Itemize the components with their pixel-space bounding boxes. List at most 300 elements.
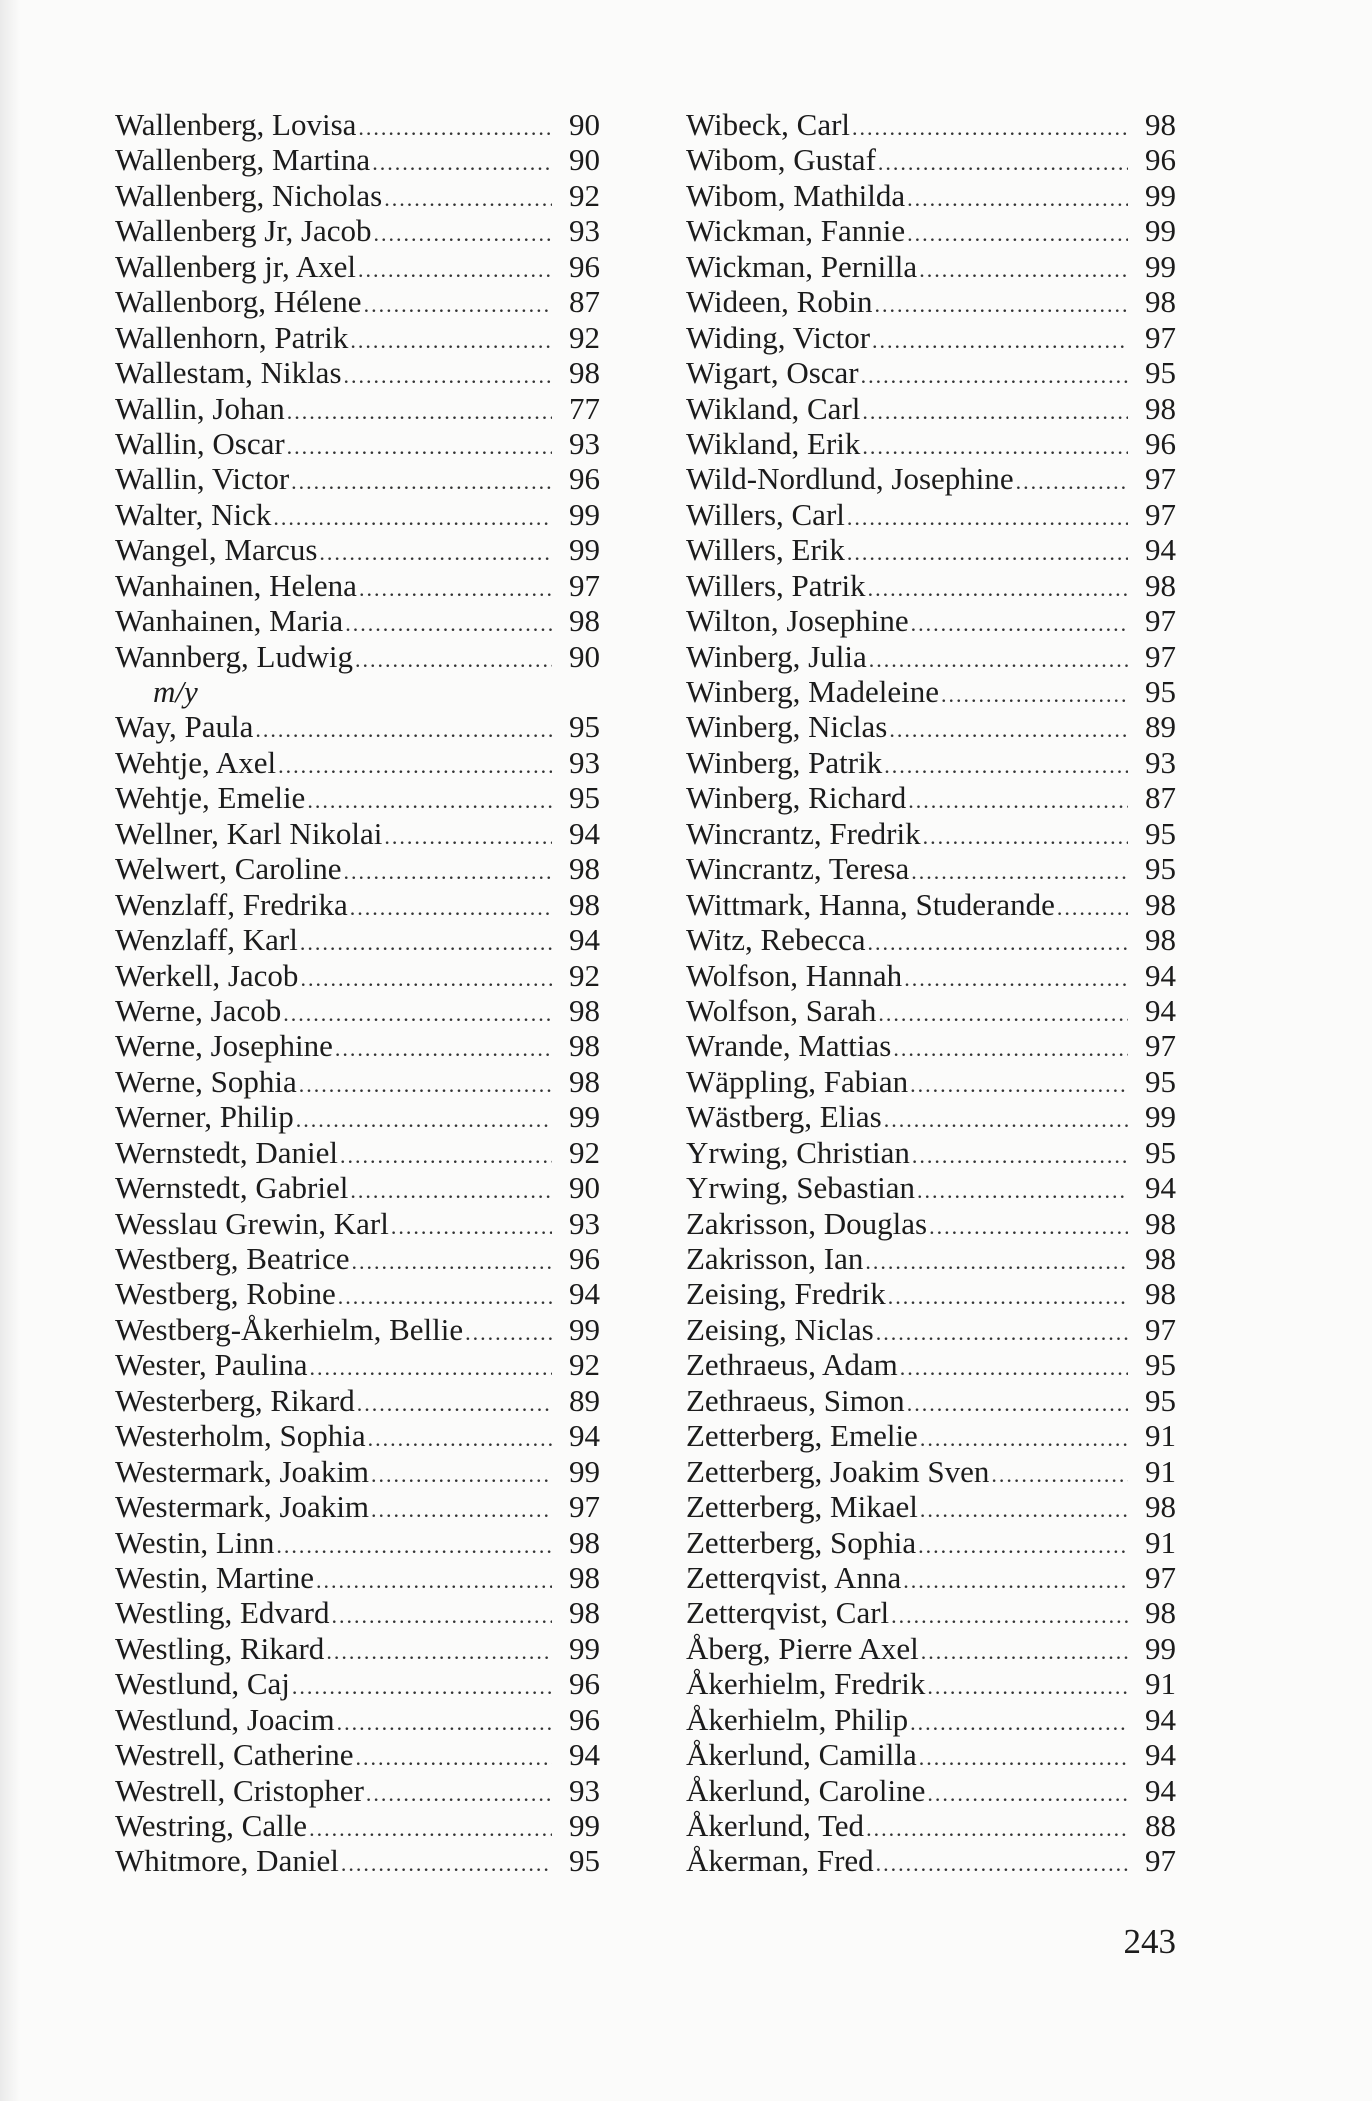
entry-page: 89 [569,1382,600,1418]
index-entry [115,1525,600,1560]
entry-page: 92 [569,319,600,355]
entry-name: Zetterberg, Emelie [686,1418,918,1454]
entry-page: 91 [1145,1666,1176,1702]
entry-page: 93 [569,1205,600,1241]
entry-page: 99 [569,496,600,532]
index-entry [686,1170,1176,1205]
dot-leader [276,1528,552,1563]
dot-leader [358,252,552,287]
entry-name: Winberg, Madeleine [686,674,939,709]
entry-name: Westrell, Catherine [115,1737,354,1773]
entry-name: Yrwing, Sebastian [686,1170,916,1206]
index-entry [115,1418,600,1453]
index-entry [686,1808,1176,1843]
entry-name: Zeising, Niclas [686,1311,874,1347]
index-entry [115,426,600,461]
entry-name: Wilton, Josephine [686,603,909,639]
index-entry [686,1276,1176,1311]
index-entry [686,1241,1176,1276]
index-entry [115,1454,600,1489]
dot-leader [919,1740,1128,1775]
entry-name: Wibeck, Carl [686,107,851,142]
entry-page: 92 [569,1347,600,1383]
index-entry [115,1028,600,1063]
entry-page: 94 [1145,992,1176,1028]
entry-page: 90 [569,107,600,142]
entry-page: 95 [1145,1382,1176,1418]
entry-page: 98 [569,1524,600,1560]
entry-name: Widing, Victor [686,319,871,355]
entry-name: Wernstedt, Daniel [115,1134,339,1170]
dot-leader [355,642,552,677]
dot-leader [876,1315,1128,1350]
entry-name: Wincrantz, Fredrik [686,815,921,851]
entry-name: Wallenberg, Nicholas [115,177,383,213]
dot-leader [278,748,552,783]
entry-page: 90 [569,142,600,178]
dot-leader [326,1634,552,1669]
dot-leader [384,181,552,216]
index-entry [686,320,1176,355]
index-entry [686,1702,1176,1737]
dot-leader [344,358,552,393]
index-entry [115,1312,600,1347]
entry-name: Wallenberg, Martina [115,142,371,178]
index-entry [686,674,1176,709]
index-entry [686,1631,1176,1666]
entry-page: 98 [569,603,600,639]
index-entry [115,745,600,780]
entry-name: Wallenborg, Hélene [115,284,362,320]
index-entry [115,532,600,567]
entry-name: Westermark, Joakim [115,1453,370,1489]
dot-leader [338,1279,552,1314]
index-entry [686,355,1176,390]
entry-page: 98 [1145,390,1176,426]
entry-name: Westrell, Cristopher [115,1772,364,1808]
index-entry [115,178,600,213]
entry-name: Wallenberg Jr, Jacob [115,213,372,249]
entry-name: Winberg, Niclas [686,709,888,745]
entry-name: Willers, Carl [686,496,845,532]
dot-leader [867,925,1128,960]
entry-page: 98 [569,1063,600,1099]
entry-page: 94 [569,1418,600,1454]
dot-leader [372,145,552,180]
entry-name: Wolfson, Hannah [686,957,903,993]
index-entry [686,568,1176,603]
index-entry [115,1276,600,1311]
dot-leader [359,571,552,606]
entry-name: Wickman, Fannie [686,213,906,249]
index-column-right [686,107,1176,1879]
entry-page: 92 [569,1134,600,1170]
entry-page: 99 [1145,248,1176,284]
entry-name: Zethraeus, Adam [686,1347,898,1383]
index-entry [686,745,1176,780]
index-entry [686,887,1176,922]
entry-name: Wanhainen, Maria [115,603,344,639]
dot-leader [912,1138,1128,1173]
index-entry [686,1454,1176,1489]
index-entry [115,958,600,993]
dot-leader [384,819,552,854]
entry-name: Åkerlund, Caroline [686,1772,926,1808]
entry-name: Wigart, Oscar [686,355,859,391]
dot-leader [921,1634,1128,1669]
entry-name: Zetterberg, Sophia [686,1524,917,1560]
index-entry [115,603,600,638]
entry-name: Wolfson, Sarah [686,992,877,1028]
index-entry [686,1383,1176,1418]
entry-name: Westberg-Åkerhielm, Bellie [115,1311,464,1347]
index-entry [686,391,1176,426]
dot-leader [861,358,1128,393]
dot-leader [927,1776,1128,1811]
index-entry [115,922,600,957]
index-entry [686,1099,1176,1134]
entry-page: 91 [1145,1418,1176,1454]
entry-name: Westin, Martine [115,1559,314,1595]
entry-page: 95 [1145,1063,1176,1099]
entry-page: 98 [569,1559,600,1595]
index-entry [115,320,600,355]
entry-name: Wehtje, Axel [115,744,277,780]
dot-leader [862,429,1128,464]
entry-page: 97 [569,1489,600,1525]
index-entry [115,1135,600,1170]
entry-page: 88 [1145,1808,1176,1843]
dot-leader [865,1244,1128,1279]
entry-name: Wideen, Robin [686,284,873,320]
index-entry [686,213,1176,248]
index-entry [686,497,1176,532]
dot-leader [874,287,1128,322]
entry-page: 95 [1145,815,1176,851]
dot-leader [1057,890,1128,925]
entry-name: Westling, Rikard [115,1630,325,1666]
index-entry [115,1666,600,1701]
index-entry [115,249,600,284]
dot-leader [941,677,1128,712]
index-entry [115,355,600,390]
dot-leader [868,571,1128,606]
entry-page: 95 [1145,1347,1176,1383]
index-entry [686,603,1176,638]
entry-name: Walter, Nick [115,496,272,532]
entry-page: 90 [569,1170,600,1206]
entry-name: Zetterberg, Joakim Sven [686,1453,990,1489]
entry-page: 98 [1145,1205,1176,1241]
dot-leader [374,216,552,251]
dot-leader [335,1031,552,1066]
index-entry [686,284,1176,319]
index-entry [686,1312,1176,1347]
entry-page: 91 [1145,1524,1176,1560]
entry-page: 99 [569,1630,600,1666]
dot-leader [341,1846,552,1881]
dot-leader [309,1811,552,1846]
index-entry [115,1383,600,1418]
dot-leader [255,712,552,747]
entry-name: Wickman, Pernilla [686,248,918,284]
entry-page: 95 [1145,355,1176,391]
entry-name: Wallenberg, Lovisa [115,107,357,142]
dot-leader [356,1740,552,1775]
entry-page: 99 [569,1453,600,1489]
entry-page: 90 [569,638,600,674]
dot-leader [991,1457,1128,1492]
index-entry [115,1737,600,1772]
dot-leader [920,1492,1128,1527]
entry-page: 98 [569,992,600,1028]
entry-page: 95 [1145,851,1176,887]
dot-leader [903,1563,1128,1598]
entry-page: 97 [1145,1559,1176,1595]
dot-leader [852,110,1128,145]
index-entry [115,1702,600,1737]
entry-name: m/y [153,674,198,709]
entry-name: Werne, Sophia [115,1063,297,1099]
index-entry [686,639,1176,674]
entry-page: 94 [569,1737,600,1773]
index-entry [686,922,1176,957]
entry-page: 97 [1145,1311,1176,1347]
entry-name: Wild-Nordlund, Josephine [686,461,1014,497]
dot-leader [340,1138,552,1173]
entry-page: 93 [569,1772,600,1808]
entry-name: Westin, Linn [115,1524,275,1560]
entry-name: Winberg, Julia [686,638,867,674]
index-entry [115,1206,600,1241]
index-entry [115,1773,600,1808]
dot-leader [465,1315,552,1350]
index-entry [115,993,600,1028]
entry-name: Åkerlund, Camilla [686,1737,917,1773]
index-column-left [115,107,600,1879]
dot-leader [299,1067,552,1102]
dot-leader [884,748,1128,783]
index-entry [115,1347,600,1382]
entry-name: Wallenberg jr, Axel [115,248,357,284]
index-entry [686,178,1176,213]
entry-page: 94 [569,922,600,958]
dot-leader [291,464,552,499]
dot-leader [884,1102,1128,1137]
entry-name: Wäppling, Fabian [686,1063,909,1099]
entry-name: Wanhainen, Helena [115,567,357,603]
dot-leader [296,1102,552,1137]
index-entry [115,391,600,426]
dot-leader [872,323,1128,358]
index-entry [686,1064,1176,1099]
dot-leader [337,1705,552,1740]
entry-page: 94 [1145,1701,1176,1737]
entry-page: 96 [569,1701,600,1737]
dot-leader [900,1350,1128,1385]
index-entry [115,213,600,248]
index-entry [686,816,1176,851]
index-entry [686,249,1176,284]
entry-page: 99 [1145,1630,1176,1666]
index-entry [115,1170,600,1205]
dot-leader [917,1173,1128,1208]
index-entry [686,532,1176,567]
dot-leader [364,287,552,322]
dot-leader [307,783,552,818]
index-entry [686,851,1176,886]
entry-page: 93 [569,213,600,249]
index-entry [115,497,600,532]
dot-leader [893,1031,1128,1066]
entry-name: Werne, Jacob [115,992,282,1028]
entry-page: 96 [569,461,600,497]
dot-leader [878,145,1128,180]
dot-leader [862,394,1128,429]
dot-leader [331,1598,552,1633]
entry-name: Wallin, Johan [115,390,285,426]
entry-name: Wester, Paulina [115,1347,308,1383]
entry-page: 97 [1145,1843,1176,1879]
dot-leader [907,181,1128,216]
entry-page: 98 [569,886,600,922]
entry-name: Wallin, Victor [115,461,290,497]
index-entry [115,1489,600,1524]
dot-leader [910,1067,1128,1102]
entry-name: Welwert, Caroline [115,851,342,887]
dot-leader [371,1457,552,1492]
dot-leader [911,854,1128,889]
entry-page: 97 [1145,603,1176,639]
dot-leader [310,1350,552,1385]
entry-page: 97 [1145,638,1176,674]
entry-page: 98 [1145,1241,1176,1276]
page-number: 243 [1123,1922,1176,1961]
dot-leader [350,890,552,925]
index-entry [686,1595,1176,1630]
entry-name: Zethraeus, Simon [686,1382,905,1418]
dot-leader [920,1421,1128,1456]
index-entry [686,780,1176,815]
dot-leader [273,500,552,535]
index-entry [115,1099,600,1134]
entry-page: 98 [1145,922,1176,958]
entry-page: 98 [569,1028,600,1064]
dot-leader [358,110,552,145]
index-entry [115,1595,600,1630]
entry-page: 97 [1145,461,1176,497]
entry-page: 98 [1145,284,1176,320]
entry-name: Wallestam, Niklas [115,355,342,391]
entry-page: 96 [1145,142,1176,178]
entry-name: Wibom, Gustaf [686,142,876,178]
entry-page: 96 [569,1666,600,1702]
entry-name: Åkerhielm, Fredrik [686,1666,926,1702]
entry-name: Zakrisson, Ian [686,1241,864,1276]
entry-name: Wehtje, Emelie [115,780,306,816]
entry-page: 98 [1145,107,1176,142]
index-entry [115,851,600,886]
dot-leader [847,535,1128,570]
dot-leader [283,996,552,1031]
dot-leader [927,1669,1128,1704]
entry-name: Wesslau Grewin, Karl [115,1205,389,1241]
index-entry [686,709,1176,744]
entry-page: 96 [569,248,600,284]
entry-page: 99 [1145,177,1176,213]
dot-leader [876,1846,1128,1881]
index-entry [686,1028,1176,1063]
entry-name: Wibom, Mathilda [686,177,906,213]
entry-name: Whitmore, Daniel [115,1843,339,1879]
entry-name: Wikland, Erik [686,425,861,461]
entry-page: 98 [569,851,600,887]
entry-name: Wangel, Marcus [115,532,318,568]
entry-name: Westlund, Caj [115,1666,290,1702]
dot-leader [904,961,1128,996]
dot-leader [878,996,1128,1031]
entry-page: 94 [1145,957,1176,993]
entry-page: 95 [569,780,600,816]
dot-leader [923,819,1128,854]
entry-page: 97 [1145,1028,1176,1064]
entry-name: Winberg, Patrik [686,744,883,780]
entry-page: 96 [569,1241,600,1276]
entry-page: 99 [569,532,600,568]
index-entry [115,1843,600,1878]
dot-leader [287,429,552,464]
entry-page: 94 [569,1276,600,1312]
entry-page: 97 [569,567,600,603]
entry-name: Wenzlaff, Karl [115,922,298,958]
entry-page: 98 [1145,1595,1176,1631]
index-entry [686,1206,1176,1241]
entry-name: Åberg, Pierre Axel [686,1630,919,1666]
entry-name: Westlund, Joacim [115,1701,335,1737]
index-entry [115,1241,600,1276]
entry-page: 99 [1145,213,1176,249]
index-entry [686,1666,1176,1701]
index-entry [115,639,600,674]
entry-page: 92 [569,177,600,213]
entry-page: 96 [1145,425,1176,461]
index-entry [686,1489,1176,1524]
entry-page: 94 [569,815,600,851]
entry-name: Wincrantz, Teresa [686,851,910,887]
entry-page: 98 [569,355,600,391]
entry-page: 87 [1145,780,1176,816]
entry-page: 94 [1145,1772,1176,1808]
entry-page: 99 [569,1311,600,1347]
index-entry [686,1418,1176,1453]
index-entry [686,1773,1176,1808]
entry-name: Winberg, Richard [686,780,907,816]
entry-page: 92 [569,957,600,993]
index-entry [686,1843,1176,1878]
dot-leader [357,1386,552,1421]
index-entry [686,142,1176,177]
index-entry [115,709,600,744]
binding-edge [0,0,20,2101]
entry-name: Werne, Josephine [115,1028,333,1064]
entry-name: Zetterqvist, Carl [686,1595,890,1631]
dot-leader [319,535,552,570]
dot-leader [869,642,1128,677]
dot-leader [1016,464,1128,499]
entry-name: Willers, Patrik [686,567,866,603]
index-entry [115,284,600,319]
entry-name: Yrwing, Christian [686,1134,910,1170]
